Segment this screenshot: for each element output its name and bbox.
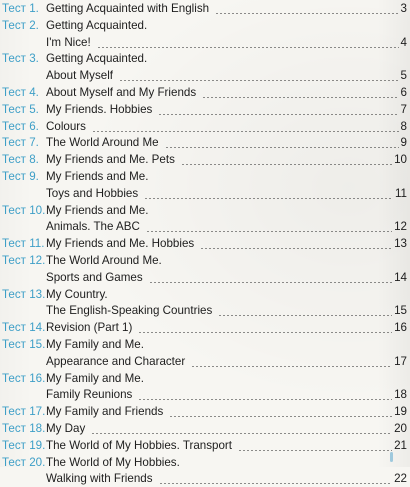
page-number: 12: [394, 220, 407, 234]
entry-title: Revision (Part 1): [46, 321, 133, 335]
toc-entry-line: [0, 119, 410, 135]
test-number-label: Тест 4.: [2, 86, 39, 99]
dot-leader: [91, 421, 392, 437]
entry-title: I'm Nice!: [46, 35, 91, 49]
toc-entry-line: [0, 455, 410, 471]
entry-title: My Friends and Me.: [46, 203, 149, 217]
entry-title: The World Around Me.: [46, 254, 162, 267]
entry-title: Colours: [46, 119, 86, 133]
page-number: 18: [394, 388, 407, 402]
entry-title: The World Around Me: [46, 136, 159, 150]
dot-leader: [158, 102, 399, 118]
page-number: 22: [394, 472, 407, 486]
toc-entry-line: [0, 320, 410, 336]
toc-entry-continuation: [0, 68, 410, 84]
entry-title: My Friends. Hobbies: [46, 102, 153, 116]
entry-title: My Country.: [46, 287, 108, 301]
page-number: 4: [400, 35, 407, 49]
page-number: 17: [394, 354, 407, 368]
entry-title: Sports and Games: [46, 270, 143, 284]
toc-entry-line: [0, 135, 410, 151]
entry-title: Appearance and Character: [46, 354, 186, 368]
toc-entry-line: [0, 1, 410, 17]
dot-leader: [138, 320, 392, 336]
toc-entry-line: [0, 404, 410, 420]
test-number-label: Тест 9.: [2, 170, 39, 183]
dot-leader: [159, 471, 392, 487]
test-number-label: Тест 8.: [2, 153, 39, 167]
entry-title: Getting Acquainted.: [46, 52, 148, 66]
entry-title: Toys and Hobbies: [46, 186, 139, 200]
toc-entry-line: [0, 253, 410, 269]
toc-entry-continuation: [0, 303, 410, 319]
test-number-label: Тест 2.: [2, 18, 39, 32]
page-number: 21: [394, 438, 407, 452]
entry-title: My Day: [46, 422, 86, 435]
toc-entry-continuation: [0, 35, 410, 51]
test-number-label: Тест 12.: [2, 254, 46, 267]
page-number: 5: [400, 69, 407, 83]
entry-title: My Friends and Me. Pets: [46, 153, 175, 167]
entry-title: Getting Acquainted.: [46, 18, 148, 32]
page-number: 20: [394, 422, 407, 435]
test-number-label: Тест 13.: [2, 287, 46, 301]
toc-entry-continuation: [0, 270, 410, 286]
toc-entry-line: [0, 169, 410, 185]
dot-leader: [181, 152, 392, 168]
page-number: 15: [394, 304, 407, 318]
dot-leader: [92, 119, 399, 135]
dot-leader: [169, 404, 392, 420]
test-number-label: Тест 10.: [2, 203, 46, 217]
test-number-label: Тест 11.: [2, 237, 45, 251]
entry-title: My Friends and Me.: [46, 170, 149, 183]
toc-entry-line: [0, 421, 410, 437]
test-number-label: Тест 5.: [2, 102, 39, 116]
page-number: 9: [400, 136, 407, 150]
dot-leader: [238, 438, 392, 454]
dot-leader: [165, 135, 399, 151]
test-number-label: Тест 6.: [2, 119, 39, 133]
test-number-label: Тест 16.: [2, 371, 46, 385]
dot-leader: [202, 85, 399, 101]
test-number-label: Тест 19.: [2, 438, 46, 452]
dot-leader: [191, 354, 392, 370]
toc-entry-continuation: [0, 471, 410, 487]
entry-title: Getting Acquainted with English: [46, 2, 210, 15]
page-number: 10: [394, 153, 407, 167]
page-number: 13: [394, 237, 407, 251]
dot-leader: [138, 387, 392, 403]
toc-entry-continuation: [0, 387, 410, 403]
entry-title: The World of My Hobbies. Transport: [46, 438, 233, 452]
test-number-label: Тест 20.: [2, 455, 46, 469]
test-number-label: Тест 14.: [2, 321, 46, 335]
dot-leader: [144, 186, 393, 202]
entry-title: The English-Speaking Countries: [46, 304, 213, 318]
toc-entry-continuation: [0, 219, 410, 235]
page-number: 16: [394, 321, 407, 335]
page-number: 11: [394, 186, 407, 200]
page-number: 3: [400, 2, 407, 15]
page-number: 14: [394, 270, 407, 284]
dot-leader: [218, 303, 392, 319]
toc-entry-continuation: [0, 186, 410, 202]
dot-leader: [149, 270, 392, 286]
toc-entry-line: [0, 371, 410, 387]
entry-title: The World of My Hobbies.: [46, 455, 180, 469]
toc-entry-line: [0, 438, 410, 454]
toc-entry-line: [0, 102, 410, 118]
entry-title: Animals. The ABC: [46, 220, 140, 234]
toc-entry-line: [0, 337, 410, 353]
entry-title: My Family and Me.: [46, 338, 144, 351]
test-number-label: Тест 18.: [2, 422, 46, 435]
dot-leader: [119, 68, 399, 84]
entry-title: About Myself and My Friends: [46, 86, 197, 99]
toc-entry-line: [0, 18, 410, 34]
page-edge-mark: [390, 452, 393, 462]
toc-entry-line: [0, 203, 410, 219]
entry-title: My Friends and Me. Hobbies: [46, 237, 195, 251]
toc-entry-line: [0, 51, 410, 67]
dot-leader: [215, 1, 399, 17]
page-number: 19: [394, 405, 407, 419]
toc-entry-line: [0, 236, 410, 252]
dot-leader: [97, 35, 399, 51]
entry-title: About Myself: [46, 69, 114, 83]
entry-title: Walking with Friends: [46, 472, 153, 486]
entry-title: Family Reunions: [46, 388, 133, 402]
test-number-label: Тест 3.: [2, 52, 39, 66]
dot-leader: [200, 236, 392, 252]
page-number: 7: [400, 102, 407, 116]
page-number: 8: [400, 119, 407, 133]
test-number-label: Тест 7.: [2, 136, 39, 150]
dot-leader: [146, 219, 392, 235]
toc-entry-continuation: [0, 354, 410, 370]
toc-entry-line: [0, 85, 410, 101]
toc-entry-line: [0, 287, 410, 303]
test-number-label: Тест 1.: [2, 2, 39, 15]
toc-entry-line: [0, 152, 410, 168]
test-number-label: Тест 17.: [2, 405, 46, 419]
entry-title: My Family and Me.: [46, 371, 144, 385]
entry-title: My Family and Friends: [46, 405, 164, 419]
page-number: 6: [400, 86, 407, 99]
test-number-label: Тест 15.: [2, 338, 46, 351]
